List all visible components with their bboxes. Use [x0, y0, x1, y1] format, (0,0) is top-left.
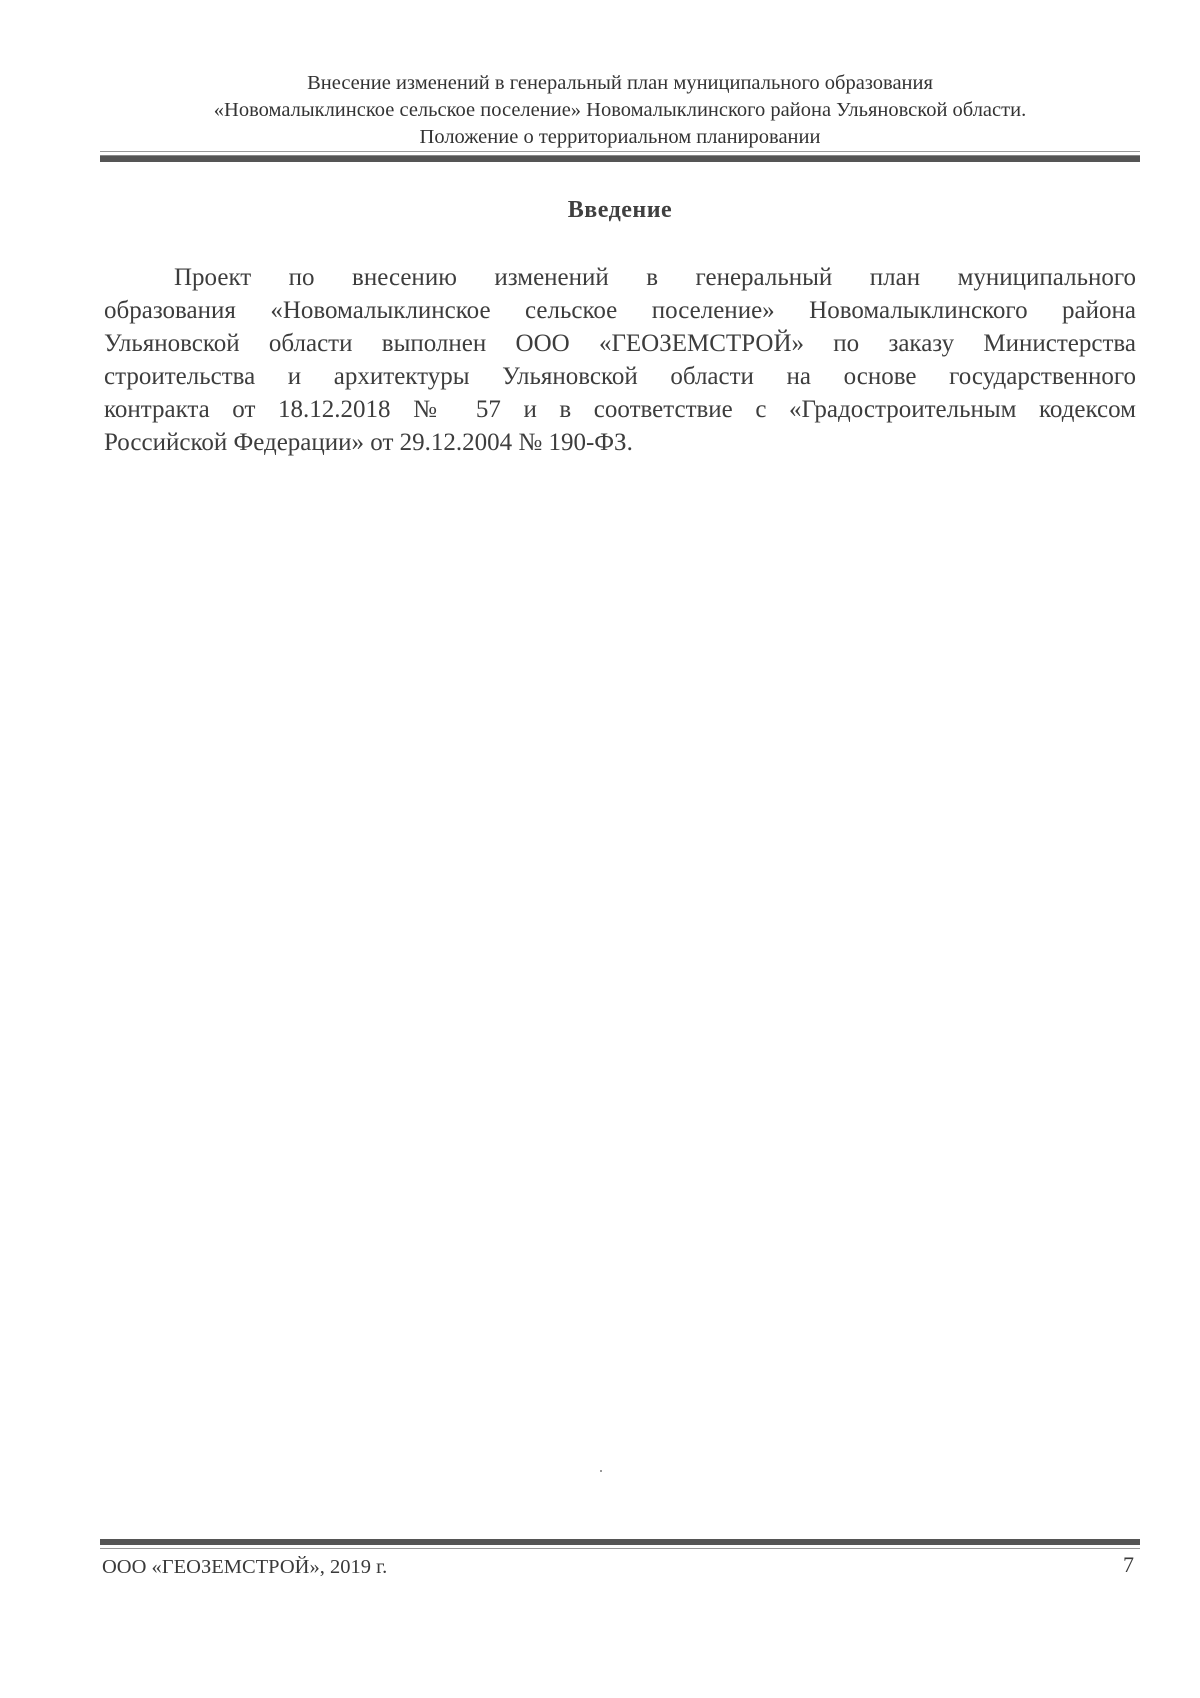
section-title: Введение	[567, 197, 673, 223]
paragraph-line: образования «Новомалыклинское сельское поселение» Новомалыклинского района	[104, 297, 1136, 324]
intro-paragraph	[104, 261, 1136, 459]
scan-speck	[600, 1470, 602, 1472]
paragraph-line: Ульяновской области выполнен ООО «ГЕОЗЕМСТРОЙ» по заказу Министерства	[104, 330, 1136, 357]
page-number: 7	[1123, 1552, 1134, 1577]
header-divider	[100, 155, 1140, 162]
header-divider-thin	[100, 151, 1140, 152]
paragraph-line: строительства и архитектуры Ульяновской области на основе государственного	[104, 363, 1136, 390]
footer-divider	[100, 1539, 1140, 1545]
header-line-1: Внесение изменений в генеральный план муниципального образования	[307, 72, 933, 94]
paragraph-line: Проект по внесению изменений в генеральный план муниципального	[174, 264, 1136, 291]
paragraph-line: контракта от 18.12.2018 № 57 и в соответствие с «Градостроительным кодексом	[104, 396, 1136, 423]
footer-company: ООО «ГЕОЗЕМСТРОЙ», 2019 г.	[102, 1556, 388, 1578]
header-line-2: «Новомалыклинское сельское поселение» Новомалыклинского района Ульяновской области.	[213, 99, 1027, 121]
running-header	[100, 70, 1140, 151]
paragraph-line: Российской Федерации» от 29.12.2004 № 190-ФЗ.	[104, 429, 633, 456]
header-line-3: Положение о территориальном планировании	[419, 126, 821, 148]
footer-divider-thin	[100, 1548, 1140, 1549]
